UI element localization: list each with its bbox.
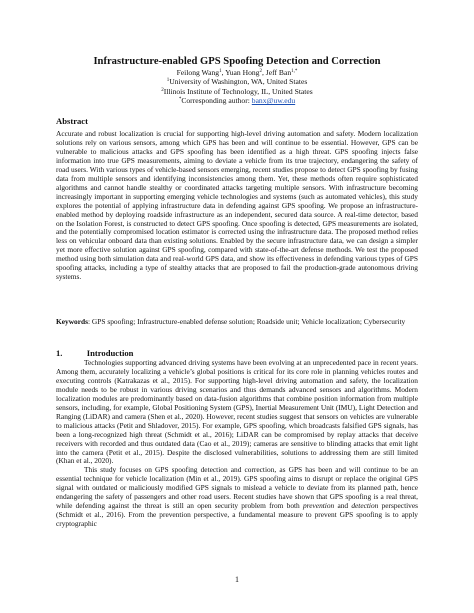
author-sup: 2 [259,69,262,74]
corresponding-line [0,96,474,105]
author-sup: 1 [219,69,222,74]
email-link[interactable]: banx@uw.edu [251,96,296,106]
author-name: Jeff Ban [265,68,292,77]
author-sup: 1,* [291,69,298,74]
section-title: Introduction [86,348,134,358]
paper-title: Infrastructure-enabled GPS Spoofing Detection and Correction [93,56,381,67]
emphasis-detection: detection [351,501,379,511]
emphasis-prevention: prevention [302,501,335,511]
abstract-heading: Abstract [56,116,88,126]
abstract-text: Accurate and robust localization is crucial for supporting high-level driving automation and safety. Modern localization solutions rely on various sensors, among which GPS has been and will continue to be essential. However, GPS can be vulnerable to malicious attacks and GPS spoofing has been identified as a high threat. GPS spoofing injects false information into true GPS measurements, aiming to deviate a vehicle from its true trajectory, endangering the safety of road users. With various types of vehicle-based sensors emerging, recent studies propose to detect GPS spoofing by fusing data from multiple sensors and identifying inconsistencies among them. Yet, these methods often require sophisticated algorithms and cannot handle stealthy or coordinated attacks targeting multiple sensors. With infrastructure becoming increasingly important in supporting emerging vehicle technologies and systems (such as automated vehicles), this study explores the potential of applying infrastructure data in defending against GPS spoofing. We propose an infrastructure-enabled method by deploying roadside infrastructure as an independent, secured data source. A real-time detector, based on the Isolation Forest, is constructed to detect GPS spoofing. Once spoofing is detected, GPS measurements are isolated, and the potentially compromised location estimator is corrected using the infrastructure data. The proposed method relies less on vehicular onboard data than existing solutions. Enabled by the secure infrastructure data, we can design a simpler yet more effective solution against GPS spoofing, compared with state-of-the-art defense methods. We test the proposed method using both simulation data and real-world GPS data, and show its effectiveness in defending various types of GPS spoofing attacks, including a type of stealthy attacks that are proposed to fail the production-grade autonomous driving systems. [56,129,418,282]
intro-paragraph-1: Technologies supporting advanced driving systems have been evolving at an unprecedented pace in recent years. Among them, accurately localizing a vehicle’s global positions is critical for its core role in planning vehicles routes and executing controls (Katrakazas et al., 2015). For supporting high-level driving automation and safety, the localization module needs to be robust in various driving scenarios and thus demands advanced sensors and algorithms. Modern localization modules are predominantly based on data-fusion algorithms that combine position information from multiple sensors, including, for example, Global Positioning System (GPS), Inertial Measurement Unit (IMU), Light Detection and Ranging (LiDAR) and camera (Shen et al., 2020). However, recent studies suggest that sensors on vehicles are vulnerable to malicious attacks (Petit and Shladover, 2015). For example, GPS spoofing, which broadcasts falsified GPS signals, has been a long-recognized high threat (Schmidt et al., 2016); LiDAR can be compromised by replay attacks that deceive receivers with recorded and thus outdated data (Cao et al., 2019); cameras are sensitive to blinding attacks that emit light into the camera (Petit et al., 2015). Despite the disclosed vulnerabilities, solutions to addressing them are still limited (Khan et al., 2020). [56,358,418,466]
section-number: 1. [56,348,63,358]
abstract-body [56,130,418,282]
corresponding-label: Corresponding author: [181,96,252,106]
keywords-text: : GPS spoofing; Infrastructure-enabled defense solution; Roadside unit; Vehicle localization; Cybersecurity [88,317,406,326]
author-block [0,68,474,106]
keywords-label: Keywords [56,317,89,326]
affiliation-line [0,87,474,96]
intro-paragraph-2: This study focuses on GPS spoofing detection and correction, as GPS has been and will continue to be an essential technique for vehicle localization (Min et al., 2019). GPS spoofing aims to disrupt or replace the original GPS signal with outdated or maliciously modified GPS signals to mislead a vehicle to deviate from its planned path, hence endangering the safety of passengers and other road users. Recent studies have shown that GPS spoofing is a real threat, while defending against the threat is still an open security problem from both prevention and detection perspectives (Schmidt et al., 2016). From the prevention perspective, a fundamental measure to prevent GPS spoofing is to apply cryptographic [56,465,419,529]
author-name: Feilong Wang [176,68,220,77]
author-name: Yuan Hong [225,68,260,77]
author-line: Feilong Wang$^1$, Yuan Hong$^2$, Jeff Ban$^{1,*}$ [176,68,298,77]
corresponding-sup: * [178,97,182,103]
affiliation-sup: 2 [161,87,164,93]
page-number: 1 [235,575,239,584]
keywords-line [56,318,418,327]
intro-body [56,359,418,529]
affiliation-text: University of Washington, WA, United States [169,77,308,87]
affiliation-text: Illinois Institute of Technology, IL, United States [163,86,313,96]
affiliation-sup: 1 [166,78,170,84]
intro-heading [56,348,133,358]
affiliation-line [0,77,474,86]
